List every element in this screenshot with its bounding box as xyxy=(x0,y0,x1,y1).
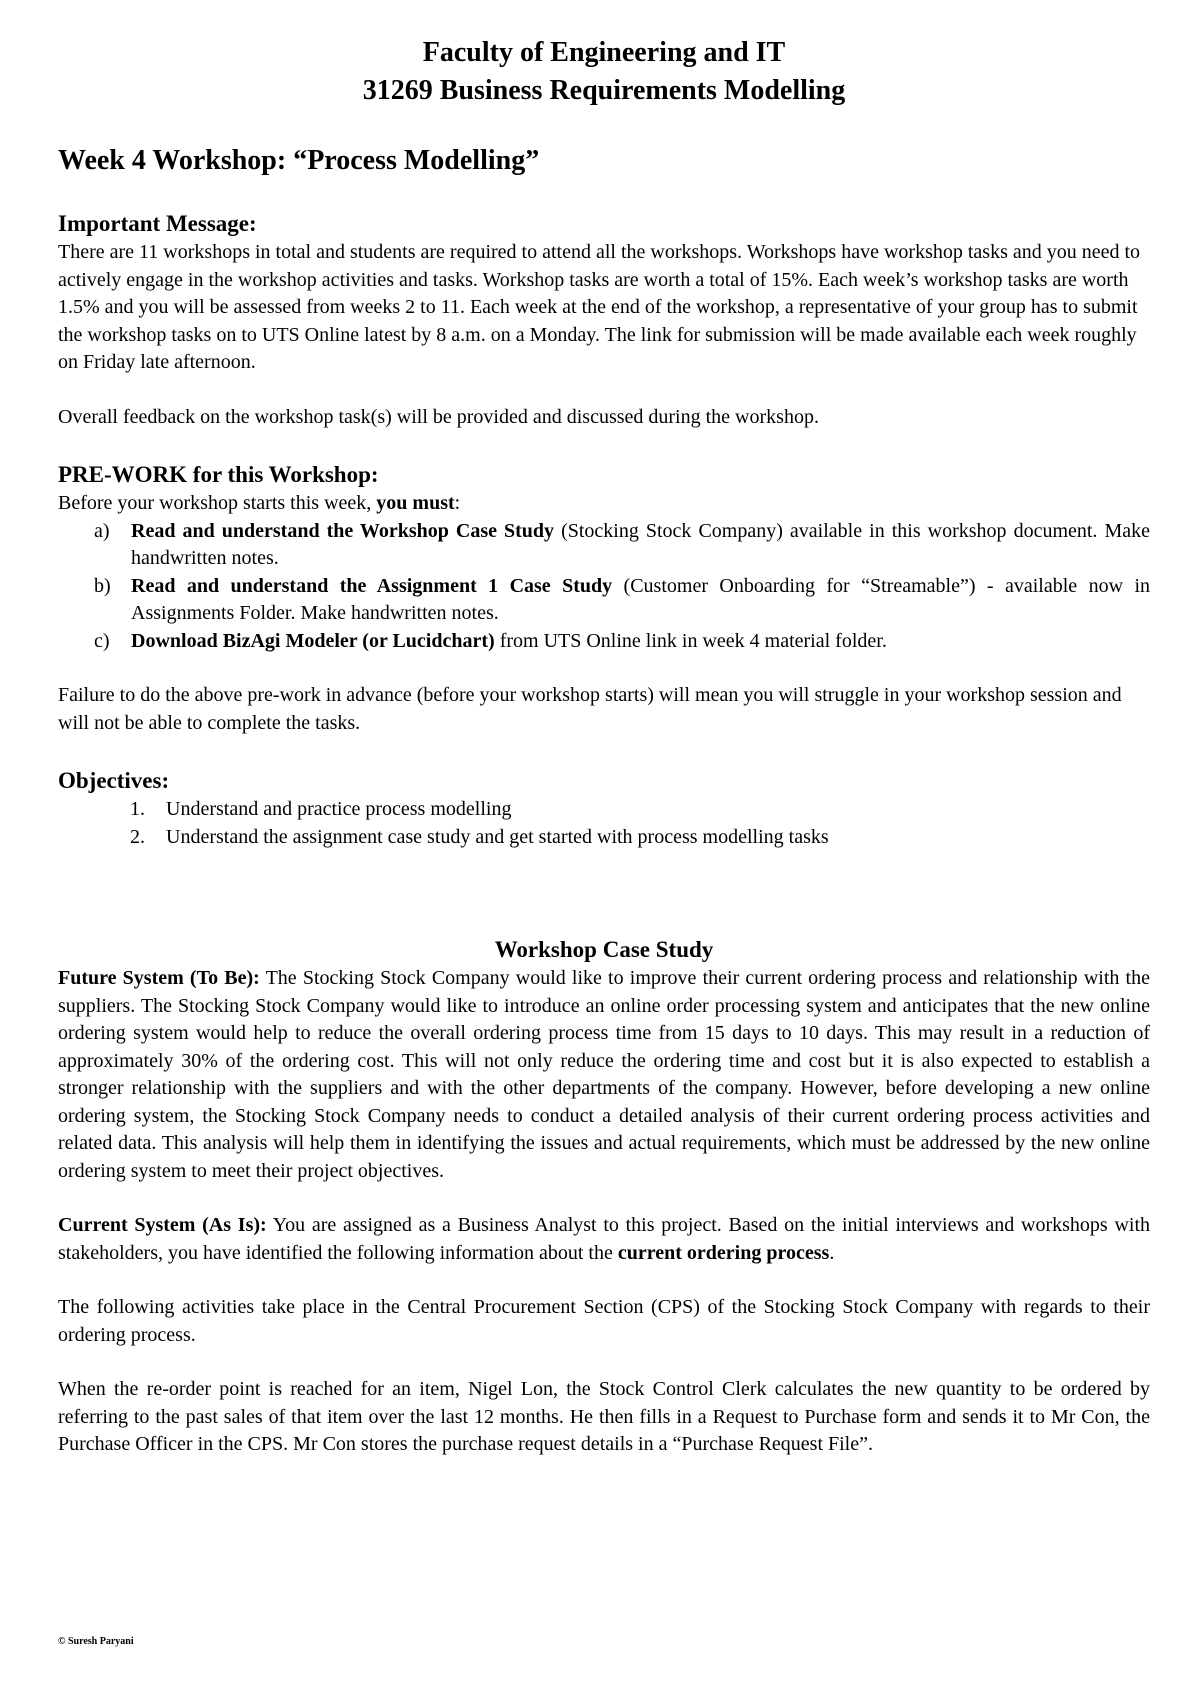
future-system-paragraph: Future System (To Be): The Stocking Stock Company would like to improve their current ordering process and relationship with the suppliers. The Stocking Stock Company would like to introduce an online order processing system and anticipates that the new online ordering system would help to reduce the overall ordering process time from 15 days to 10 days. This may result in a reduction of approximately 30% of the ordering cost. This will not only reduce the ordering time and cost but it is also expected to establish a stronger relationship with the suppliers and with the other departments of the company. However, before developing a new online ordering system, the Stocking Stock Company needs to conduct a detailed analysis of their current ordering process activities and related data. This analysis will help them in identifying the issues and actual requirements, which must be addressed by the new online ordering system to meet their project objectives. xyxy=(58,967,1150,1182)
important-paragraph: There are 11 workshops in total and students are required to attend all the workshops. Workshops have workshop tasks and you need to actively engage in the workshop activities and tasks. Workshop tasks are worth a total of 15%. Each week’s workshop tasks are worth 1.5% and you will be assessed from weeks 2 to 11. Each week at the end of the workshop, a representative of your group has to submit the workshop tasks on to UTS Online latest by 8 a.m. on a Monday. The link for submission will be made available each week roughly on Friday late afternoon. xyxy=(58,241,1141,373)
objectives-list xyxy=(58,796,1150,851)
case-study-title: Workshop Case Study xyxy=(494,937,714,962)
subject-title: 31269 Business Requirements Modelling xyxy=(362,75,846,106)
prework-item: a) Read and understand the Workshop Case Study (Stocking Stock Company) available in this workshop document. Make handwritten notes. xyxy=(94,519,1151,569)
prework-item: b) Read and understand the Assignment 1 Case Study (Customer Onboarding for “Streamable”) - available now in Assignments Folder. Make handwritten notes. xyxy=(94,574,1150,624)
failure-paragraph: Failure to do the above pre-work in advance (before your workshop starts) will mean you will struggle in your workshop session and will not be able to complete the tasks. xyxy=(58,684,1122,734)
reorder-paragraph: When the re-order point is reached for an item, Nigel Lon, the Stock Control Clerk calculates the new quantity to be ordered by referring to the past sales of that item over the last 12 months. He then fills in a Request to Purchase form and sends it to Mr Con, the Purchase Officer in the CPS. Mr Con stores the purchase request details in a “Purchase Request File”. xyxy=(58,1378,1150,1455)
cps-paragraph: The following activities take place in the Central Procurement Section (CPS) of the Stocking Stock Company with regards to their ordering process. xyxy=(58,1296,1150,1346)
current-system-paragraph: Current System (As Is): You are assigned as a Business Analyst to this project. Based on the initial interviews and workshops with stakeholders, you have identified the following information about the current ordering process. xyxy=(58,1214,1150,1264)
feedback-paragraph: Overall feedback on the workshop task(s) will be provided and discussed during the workshop. xyxy=(58,405,819,428)
important-heading: Important Message: xyxy=(58,211,257,236)
prework-list xyxy=(58,518,1150,656)
copyright-footer: © Suresh Paryani xyxy=(58,1636,134,1647)
faculty-title: Faculty of Engineering and IT xyxy=(422,37,786,68)
prework-intro: Before your workshop starts this week, you must: xyxy=(58,492,461,514)
page-title: Week 4 Workshop: “Process Modelling” xyxy=(58,145,540,176)
prework-item: c) Download BizAgi Modeler (or Lucidchart) from UTS Online link in week 4 material folder. xyxy=(94,629,887,652)
objective-item: 1. Understand and practice process modelling xyxy=(130,798,512,820)
prework-heading: PRE-WORK for this Workshop: xyxy=(58,462,379,487)
objectives-heading: Objectives: xyxy=(58,768,170,793)
document-page xyxy=(58,34,1150,1459)
objective-item: 2. Understand the assignment case study and get started with process modelling tasks xyxy=(130,825,829,848)
